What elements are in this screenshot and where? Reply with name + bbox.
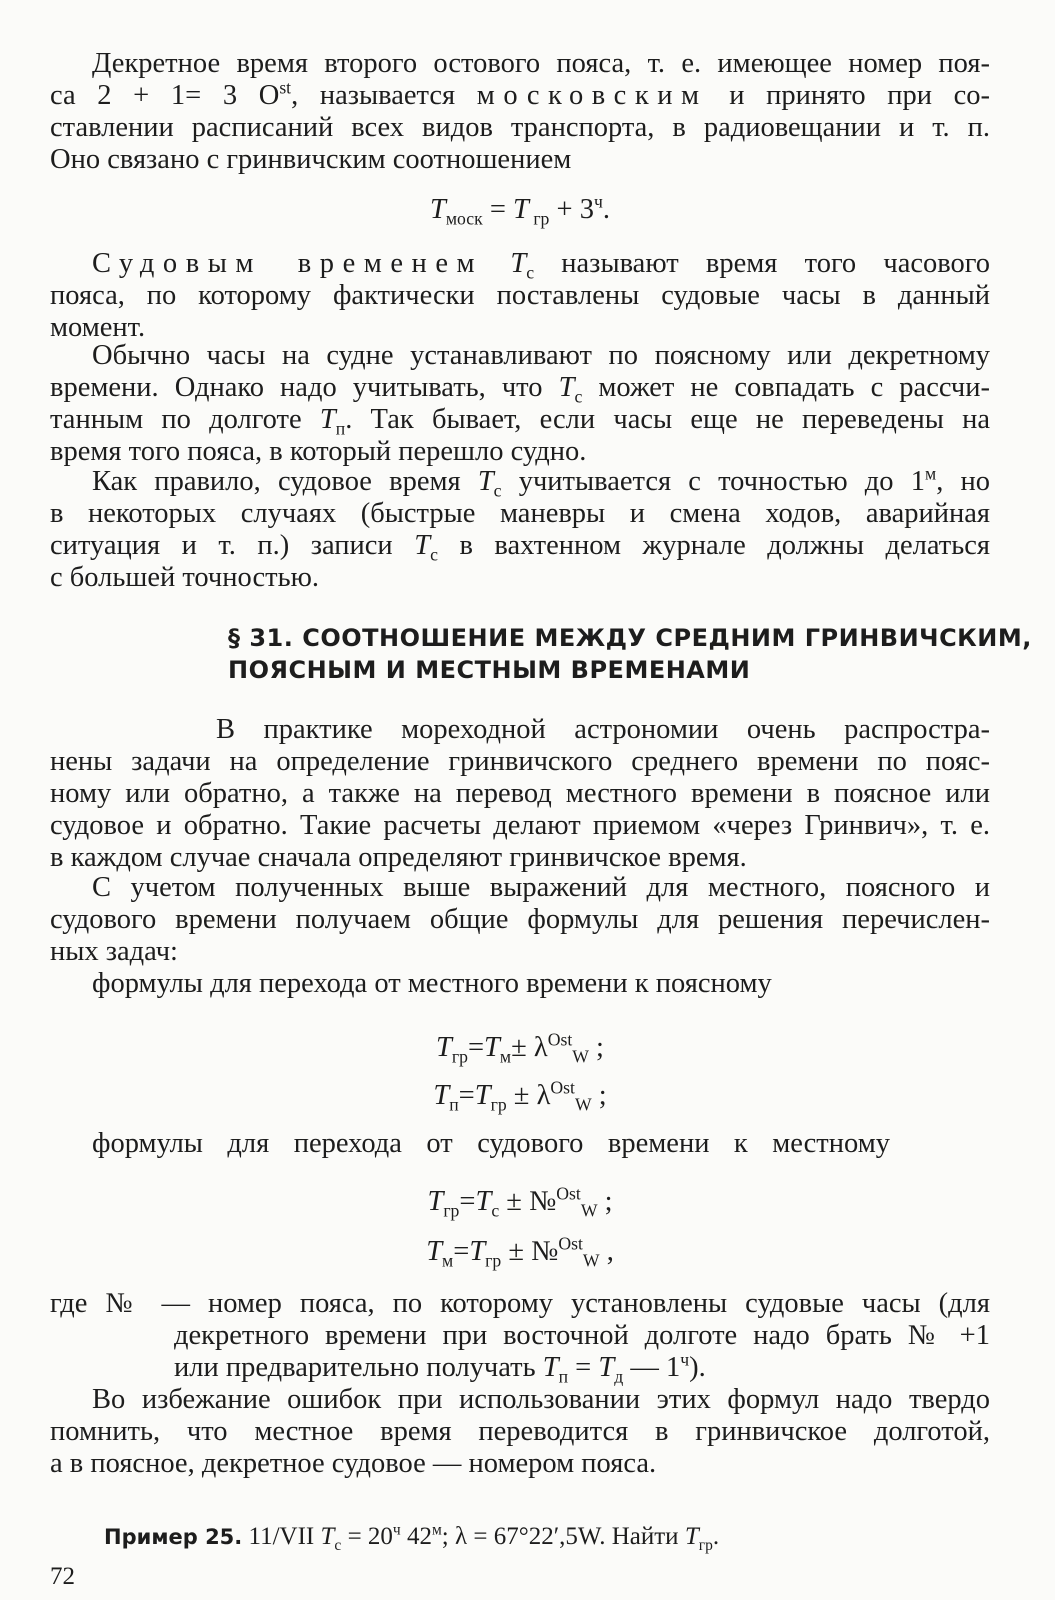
p2-line-2: времени. Однако надо учитывать, что $T_с$ может не совпадать с рассчи- xyxy=(50,372,990,407)
p4-line-3: ному или обратно, а также на перевод местного времени в поясное или xyxy=(50,778,990,809)
p3-line-2: в некоторых случаях (быстрые маневры и смена ходов, аварийная xyxy=(50,498,990,529)
p4-line-1: В практике мореходной астрономии очень распростра- xyxy=(216,714,990,745)
formula-greenwich-from-ship: $T_{гр}=T_с$ ± №$^{Ost}_W$ ; xyxy=(427,1183,613,1221)
where-line-2: декретного времени при восточной долготе надо брать № +1 xyxy=(174,1320,990,1351)
p5-line-3: ных задач: xyxy=(50,936,178,967)
p2-line-1: Обычно часы на судне устанавливают по поясному или декретному xyxy=(92,340,990,371)
p3-line-4: с большей точностью. xyxy=(50,562,319,593)
section-title-line-1: § 31. СООТНОШЕНИЕ МЕЖДУ СРЕДНИМ ГРИНВИЧСКИМ, xyxy=(228,624,1032,652)
p5-line-4: формулы для перехода от местного времени к поясному xyxy=(92,968,772,999)
p7-line-1: Во избежание ошибок при использовании этих формул надо твердо xyxy=(92,1384,990,1415)
formula-moscow: $T_{моск} = T$ $_{гр} + 3^ч$. xyxy=(430,191,610,229)
intro-line-2: са 2 + 1= 3 $O^{st}$, называется московским и принято при со- xyxy=(50,77,991,111)
intro-line-4: Оно связано с гринвичским соотношением xyxy=(50,144,572,175)
section-title-line-2: ПОЯСНЫМ И МЕСТНЫМ ВРЕМЕНАМИ xyxy=(228,656,751,684)
where-line-1: где № — номер пояса, по которому установлены судовые часы (для xyxy=(50,1288,990,1319)
where-line-3: или предварительно получать $T_п = T_д$ — $1^ч$). xyxy=(174,1349,706,1387)
intro-line-1: Декретное время второго остового пояса, т. е. имеющее номер поя- xyxy=(92,48,990,79)
ship-time-line-1: Судовым временем $T_с$ называют время того часового xyxy=(92,248,991,283)
p3-line-1: Как правило, судовое время $T_с$ учитывается с точностью до $1^м$, но xyxy=(92,463,990,501)
ship-time-line-2: пояса, по которому фактически поставлены судовые часы в данный xyxy=(50,280,990,311)
p7-line-3: а в поясное, декретное судовое — номером пояса. xyxy=(50,1448,657,1479)
example-25: Пример 25. 11/VII $T_с = 20^ч$ $42^м$; λ = 67°22′,5W. Найти $T_{гр}$. xyxy=(104,1521,720,1554)
p5-line-1: С учетом полученных выше выражений для местного, поясного и xyxy=(92,872,990,903)
formula-greenwich-from-local: $T_{гр}=T_м\pm \lambda^{Ost}_W$ ; xyxy=(436,1029,604,1067)
p7-line-2: помнить, что местное время переводится в гринвичское долготой, xyxy=(50,1416,990,1447)
page-number: 72 xyxy=(50,1563,75,1590)
ship-time-line-3: момент. xyxy=(50,312,146,343)
p4-line-4: судовое и обратно. Такие расчеты делают приемом «через Гринвич», т. е. xyxy=(50,810,990,841)
p6-line-1: формулы для перехода от судового времени к местному xyxy=(92,1128,890,1159)
formula-zone-from-greenwich: $T_п=T_{гр} \pm \lambda^{Ost}_W$ ; xyxy=(433,1077,607,1115)
p3-line-3: ситуация и т. п.) записи $T_с$ в вахтенном журнале должны делаться xyxy=(50,530,990,565)
p4-line-2: нены задачи на определение гринвичского среднего времени по пояс- xyxy=(50,746,990,777)
intro-line-3: ставлении расписаний всех видов транспорта, в радиовещании и т. п. xyxy=(50,112,990,143)
p5-line-2: судового времени получаем общие формулы для решения перечислен- xyxy=(50,904,990,935)
p4-line-5: в каждом случае сначала определяют гринвичское время. xyxy=(50,842,747,873)
formula-local-from-greenwich: $T_м=T_{гр}$ ± №$^{Ost}_W$ , xyxy=(426,1233,614,1271)
p2-line-4: время того пояса, в который перешло судно. xyxy=(50,436,587,467)
p2-line-3: танным по долготе $T_п$. Так бывает, если часы еще не переведены на xyxy=(50,404,990,439)
